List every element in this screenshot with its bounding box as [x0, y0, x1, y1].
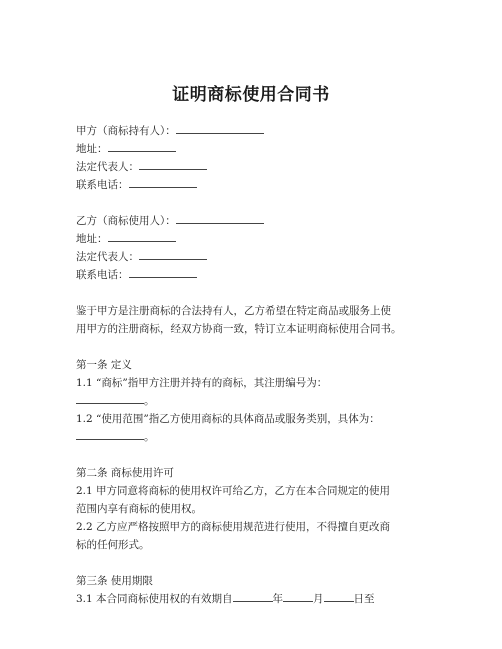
clause-3-1-text: 3.1 本合同商标使用权的有效期自	[76, 593, 233, 605]
start-day-field[interactable]	[324, 590, 354, 602]
clause-3-1	[76, 590, 476, 608]
party-b-rep-line	[76, 248, 476, 266]
party-b-rep-field[interactable]	[139, 248, 207, 260]
preamble-line-1: 鉴于甲方是注册商标的合法持有人，乙方希望在特定商品或服务上使	[76, 305, 391, 317]
trademark-reg-number-field[interactable]	[76, 392, 144, 404]
clause-1-1-end: 。	[144, 395, 155, 407]
clause-2-1-line-1: 2.1 甲方同意将商标的使用权许可给乙方，乙方在本合同规定的使用	[76, 485, 391, 497]
article-2-heading: 第二条 商标使用许可	[76, 467, 174, 479]
party-a-rep-label: 法定代表人：	[76, 161, 139, 173]
party-b-name-field[interactable]	[176, 212, 264, 224]
start-month-field[interactable]	[283, 590, 313, 602]
party-a-address-field[interactable]	[108, 140, 176, 152]
clause-1-2: 1.2 “使用范围”指乙方使用商标的具体商品或服务类别，具体为：	[76, 413, 380, 425]
party-b-rep-label: 法定代表人：	[76, 251, 139, 263]
clause-1-1: 1.1 “商标”指甲方注册并持有的商标，其注册编号为：	[76, 377, 328, 389]
party-a-address-line	[76, 140, 476, 158]
party-a-address-label: 地址：	[76, 143, 108, 155]
usage-scope-field[interactable]	[76, 428, 144, 440]
article-1-heading: 第一条 定义	[76, 359, 132, 371]
start-year-field[interactable]	[233, 590, 273, 602]
preamble-line-2: 用甲方的注册商标，经双方协商一致，特订立本证明商标使用合同书。	[76, 323, 402, 335]
party-a-name-line	[76, 122, 476, 140]
contract-body	[76, 122, 476, 608]
article-3-heading: 第三条 使用期限	[76, 575, 153, 587]
party-b-phone-label: 联系电话：	[76, 269, 129, 281]
party-a-rep-line	[76, 158, 476, 176]
party-a-phone-label: 联系电话：	[76, 179, 129, 191]
clause-1-2-end: 。	[144, 431, 155, 443]
day-to-label: 日至	[353, 593, 375, 605]
party-a-label: 甲方（商标持有人）：	[76, 125, 176, 137]
party-a-rep-field[interactable]	[139, 158, 207, 170]
clause-1-2-blank-line	[76, 428, 476, 446]
party-a-phone-field[interactable]	[129, 176, 197, 188]
clause-2-2-line-2: 标的任何形式。	[76, 539, 150, 551]
clause-2-2-line-1: 2.2 乙方应严格按照甲方的商标使用规范进行使用，不得擅自更改商	[76, 521, 391, 533]
page-title: 证明商标使用合同书	[172, 85, 330, 105]
party-a-name-field[interactable]	[176, 122, 264, 134]
clause-1-1-blank-line	[76, 392, 476, 410]
month-label: 月	[313, 593, 324, 605]
party-b-address-label: 地址：	[76, 233, 108, 245]
party-b-phone-line	[76, 266, 476, 284]
party-b-label: 乙方（商标使用人）：	[76, 215, 176, 227]
party-a-phone-line	[76, 176, 476, 194]
year-label: 年	[272, 593, 284, 605]
clause-2-1-line-2: 范围内享有商标的使用权。	[76, 503, 202, 515]
party-b-phone-field[interactable]	[129, 266, 197, 278]
party-b-address-line	[76, 230, 476, 248]
party-b-name-line	[76, 212, 476, 230]
party-b-address-field[interactable]	[108, 230, 176, 242]
